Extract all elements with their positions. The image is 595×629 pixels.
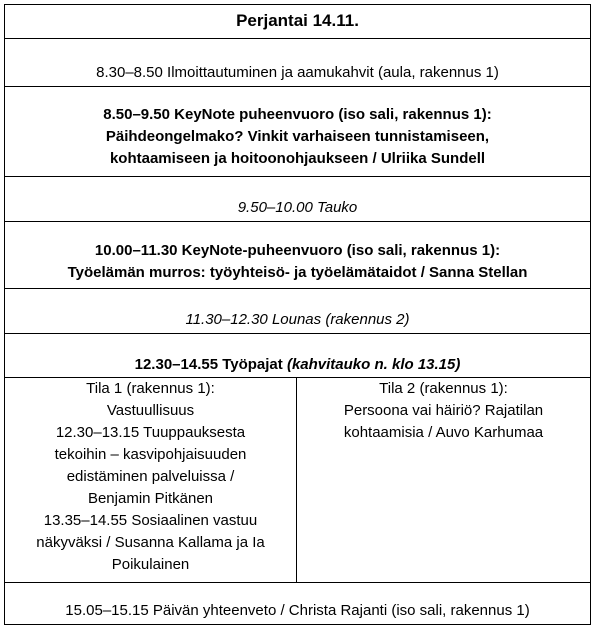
room1-line: 12.30–13.15 Tuuppauksesta <box>55 424 246 441</box>
registration-text: 8.30–8.50 Ilmoittautuminen ja aamukahvit (aula, rakennus 1) <box>96 64 499 81</box>
keynote2-line2: Työelämän murros: työyhteisö- ja työelämätaidot / Sanna Stellan <box>67 264 528 281</box>
room1-line: Benjamin Pitkänen <box>87 490 214 507</box>
day-title <box>5 5 590 39</box>
lunch-row <box>5 289 590 334</box>
keynote1-line3: kohtaamiseen ja hoitoonohjaukseen / Ulriika Sundell <box>109 150 486 167</box>
keynote2-line1: 10.00–11.30 KeyNote-puheenvuoro (iso sali, rakennus 1): <box>94 242 501 259</box>
workshops-row <box>5 334 590 378</box>
lunch-text: 11.30–12.30 Lounas (rakennus 2) <box>185 311 410 328</box>
room2-line: Persoona vai häiriö? Rajatilan <box>343 402 544 419</box>
registration-row <box>5 39 590 87</box>
workshop-rooms-row <box>5 378 590 583</box>
room1-line: edistäminen palveluissa / <box>66 468 235 485</box>
room2-cell <box>297 378 590 582</box>
room1-line: tekoihin – kasvipohjaisuuden <box>54 446 247 463</box>
room1-line: 13.35–14.55 Sosiaalinen vastuu <box>43 512 258 529</box>
summary-text: 15.05–15.15 Päivän yhteenveto / Christa Rajanti (iso sali, rakennus 1) <box>65 602 530 619</box>
room1-cell <box>5 378 297 582</box>
room1-line: Tila 1 (rakennus 1): <box>86 380 215 397</box>
summary-row <box>5 583 590 624</box>
room2-line: Tila 2 (rakennus 1): <box>379 380 508 397</box>
break-row <box>5 177 590 222</box>
keynote1-line2: Päihdeongelmako? Vinkit varhaiseen tunnistamiseen, <box>105 128 490 145</box>
room1-line: Poikulainen <box>111 556 190 573</box>
room2-line: kohtaamisia / Auvo Karhumaa <box>343 424 544 441</box>
keynote2-row <box>5 222 590 289</box>
schedule-table <box>4 4 591 625</box>
workshops-coffee-note: (kahvitauko n. klo 13.15) <box>286 356 461 373</box>
keynote1-row <box>5 87 590 177</box>
room1-line: näkyväksi / Susanna Kallama ja Ia <box>36 534 265 551</box>
workshops-title: 12.30–14.55 Työpajat <box>134 356 287 373</box>
break-text: 9.50–10.00 Tauko <box>237 199 358 216</box>
day-title-text: Perjantai 14.11. <box>236 11 359 30</box>
room1-line: Vastuullisuus <box>106 402 195 419</box>
keynote1-line1: 8.50–9.50 KeyNote puheenvuoro (iso sali, rakennus 1): <box>103 106 492 123</box>
